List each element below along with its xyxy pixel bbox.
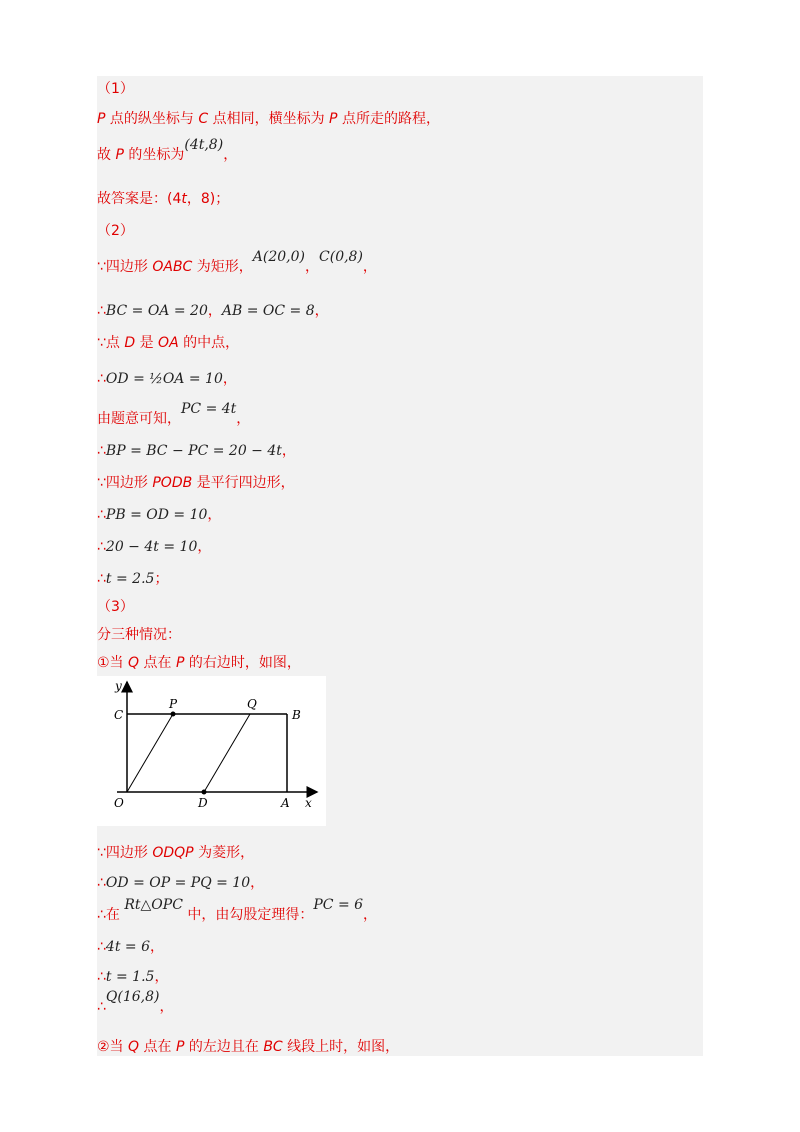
line-text: （3） <box>97 599 134 615</box>
line-text: ，8)； <box>186 191 230 207</box>
variable-text: D <box>124 335 136 351</box>
math-expression: A(20,0) <box>252 249 306 265</box>
line-text: ， <box>314 303 329 319</box>
math-expression: Rt△OPC <box>124 897 183 913</box>
label-b: B <box>292 708 301 722</box>
solution-line <box>97 968 168 986</box>
line-text: （1） <box>97 81 134 97</box>
line-text: 是 <box>135 335 159 351</box>
line-text: 是平行四边形， <box>192 475 295 491</box>
label-p: P <box>169 697 178 711</box>
line-text: 点在 <box>139 655 176 671</box>
line-text: （2） <box>97 223 134 239</box>
solution-panel <box>97 76 703 1056</box>
line-text: 的左边且在 <box>184 1039 264 1055</box>
variable-text: P <box>115 147 124 163</box>
solution-line <box>97 598 134 616</box>
line-text: ∴ <box>97 303 106 319</box>
solution-line <box>97 442 296 460</box>
math-expression: BC = OA = 20 <box>105 303 208 319</box>
variable-text: P <box>175 655 185 671</box>
solution-line <box>97 938 164 956</box>
line-text: ∵四边形 <box>97 259 153 275</box>
line-text: 线段上时，如图， <box>282 1039 400 1055</box>
variable-text: Q <box>128 655 140 671</box>
line-text: 的右边时，如图， <box>184 655 301 671</box>
solution-line <box>97 80 134 98</box>
line-text: 由题意可知， <box>97 411 181 427</box>
solution-line <box>97 570 168 588</box>
line-text: ∴ <box>97 443 106 459</box>
line-text: ∴ <box>97 371 106 387</box>
line-text: ， <box>197 539 212 555</box>
variable-text: t <box>181 191 187 207</box>
math-expression: 4t = 6 <box>105 939 150 955</box>
math-expression: BP = BC − PC = 20 − 4t <box>105 443 282 459</box>
solution-line <box>97 302 329 320</box>
line-text: ， <box>207 303 222 319</box>
solution-line <box>97 370 237 388</box>
rectangle-figure <box>97 676 326 826</box>
line-text: ， <box>305 259 320 275</box>
math-expression: C(0,8) <box>319 249 363 265</box>
line-text: ∴在 <box>97 907 125 923</box>
line-text: 的坐标为 <box>123 147 185 163</box>
variable-text: PODB <box>152 475 193 491</box>
label-q: Q <box>247 697 257 711</box>
solution-line <box>97 401 251 428</box>
figure-svg <box>97 676 326 826</box>
line-text: ②当 <box>97 1039 129 1055</box>
solution-line <box>97 137 238 164</box>
label-y: y <box>115 679 122 693</box>
line-text: ， <box>250 875 265 891</box>
math-expression: t = 2.5 <box>105 571 155 587</box>
line-text: ∵点 <box>97 335 125 351</box>
line-text: 分三种情况： <box>97 627 181 643</box>
solution-line <box>97 334 239 352</box>
solution-line <box>97 506 221 524</box>
variable-text: C <box>198 111 209 127</box>
math-expression: (4t,8) <box>184 137 224 153</box>
variable-text: P <box>175 1039 185 1055</box>
line-text: ， <box>236 411 251 427</box>
line-text: ∵四边形 <box>97 845 153 861</box>
line-text: ∴ <box>97 969 106 985</box>
solution-line <box>97 989 174 1016</box>
label-o: O <box>114 796 124 810</box>
line-text: ， <box>363 907 378 923</box>
line-text: ， <box>207 507 222 523</box>
line-text: ， <box>281 443 296 459</box>
line-text: ∴ <box>97 999 106 1015</box>
solution-line <box>97 874 264 892</box>
line-text: 为矩形， <box>192 259 253 275</box>
math-expression: OD = OP = PQ = 10 <box>105 875 251 891</box>
line-text: 点的纵坐标与 <box>105 111 199 127</box>
line-text: ∴ <box>97 875 106 891</box>
line-text: ∴ <box>97 939 106 955</box>
line-text: ， <box>362 259 377 275</box>
solution-line <box>97 654 301 672</box>
solution-line <box>97 110 440 128</box>
line-text: ， <box>154 969 169 985</box>
solution-line <box>97 190 229 208</box>
math-expression: Q(16,8) <box>105 989 160 1005</box>
solution-line <box>97 1038 399 1056</box>
solution-line <box>97 474 295 492</box>
variable-text: OA <box>158 335 179 351</box>
math-expression: t = 1.5 <box>105 969 155 985</box>
line-text: 为菱形， <box>193 845 255 861</box>
point-p <box>171 712 176 717</box>
line-text: ， <box>223 147 238 163</box>
math-expression: OD = ½OA = 10 <box>105 371 223 387</box>
segment-op <box>127 714 173 792</box>
label-x: x <box>305 796 312 810</box>
solution-line <box>97 222 134 240</box>
math-expression: PB = OD = 10 <box>105 507 208 523</box>
solution-line <box>97 897 378 924</box>
segment-dq <box>204 714 250 792</box>
variable-text: P <box>97 111 106 127</box>
solution-line <box>97 626 181 644</box>
label-d: D <box>198 796 208 810</box>
line-text: ， <box>222 371 237 387</box>
line-text: 故 <box>97 147 116 163</box>
line-text: ①当 <box>97 655 129 671</box>
line-text: ∴ <box>97 507 106 523</box>
line-text: ， <box>150 939 164 955</box>
variable-text: Q <box>128 1039 140 1055</box>
line-text: ∵四边形 <box>97 475 153 491</box>
variable-text: BC <box>263 1039 283 1055</box>
math-expression: PC = 6 <box>313 897 364 913</box>
variable-text: OABC <box>152 259 193 275</box>
math-expression: 20 − 4t = 10 <box>105 539 198 555</box>
label-c: C <box>114 708 124 722</box>
variable-text: ODQP <box>152 845 194 861</box>
line-text: 点所走的路程， <box>337 111 440 127</box>
math-expression: AB = OC = 8 <box>221 303 315 319</box>
label-a: A <box>281 796 290 810</box>
line-text: 的中点， <box>178 335 240 351</box>
line-text: ； <box>154 571 169 587</box>
line-text: 点相同，横坐标为 <box>208 111 330 127</box>
line-text: 点在 <box>139 1039 176 1055</box>
line-text: 中，由勾股定理得： <box>182 907 314 923</box>
math-expression: PC = 4t <box>181 401 237 417</box>
solution-line <box>97 844 254 862</box>
variable-text: P <box>329 111 338 127</box>
solution-line <box>97 538 211 556</box>
line-text: 故答案是：(4 <box>97 191 182 207</box>
line-text: ∴ <box>97 539 106 555</box>
point-d <box>202 790 207 795</box>
line-text: ， <box>159 999 174 1015</box>
line-text: ∴ <box>97 571 106 587</box>
solution-line <box>97 249 377 276</box>
